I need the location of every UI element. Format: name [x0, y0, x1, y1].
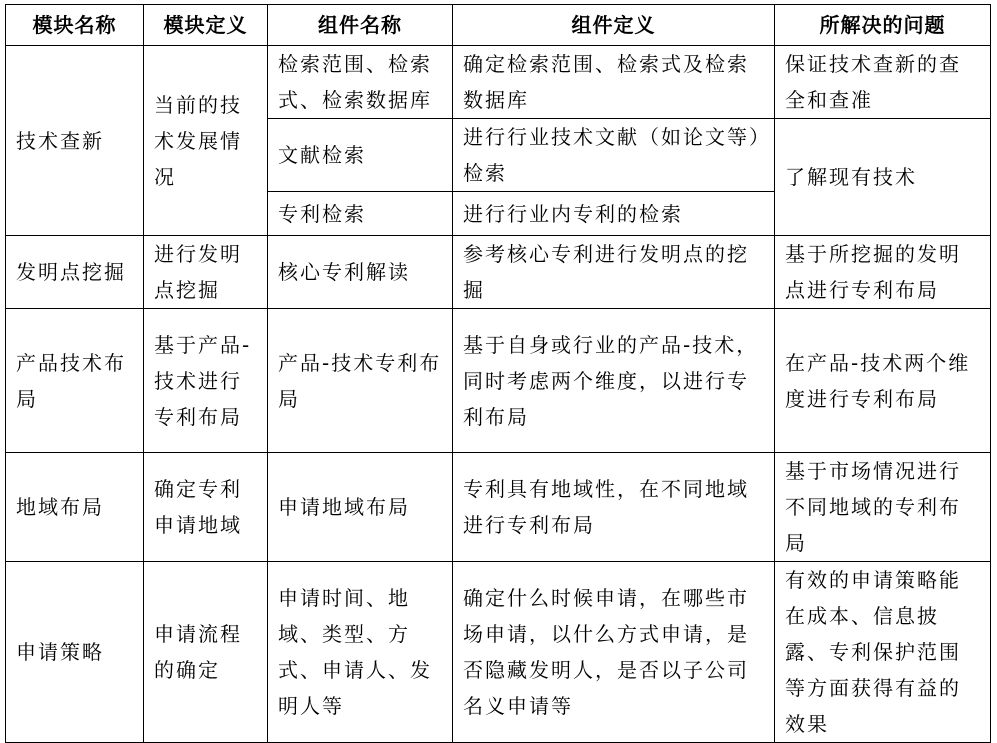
component-definition-cell: 确定什么时候申请，在哪些市场申请，以什么方式申请，是否隐藏发明人，是否以子公司名义申请等 — [453, 562, 775, 743]
header-row — [6, 5, 991, 46]
header-component-definition: 组件定义 — [453, 5, 775, 46]
problem-cell: 保证技术查新的查全和查准 — [775, 46, 991, 119]
table-row — [6, 236, 991, 309]
module-name-cell: 技术查新 — [6, 46, 144, 236]
problem-cell: 在产品-技术两个维度进行专利布局 — [775, 309, 991, 453]
problem-cell: 基于所挖掘的发明点进行专利布局 — [775, 236, 991, 309]
module-definition-cell: 申请流程的确定 — [144, 562, 268, 743]
header-component-name: 组件名称 — [268, 5, 453, 46]
problem-cell: 基于市场情况进行不同地域的专利布局 — [775, 453, 991, 562]
module-definition-cell: 当前的技术发展情况 — [144, 46, 268, 236]
patent-strategy-table — [5, 4, 991, 743]
component-name-cell: 产品-技术专利布局 — [268, 309, 453, 453]
header-problem-solved: 所解决的问题 — [775, 5, 991, 46]
table-row — [6, 46, 991, 119]
component-definition-cell: 确定检索范围、检索式及检索数据库 — [453, 46, 775, 119]
problem-cell: 有效的申请策略能在成本、信息披露、专利保护范围等方面获得有益的效果 — [775, 562, 991, 743]
component-definition-cell: 进行行业技术文献（如论文等）检索 — [453, 119, 775, 192]
module-definition-cell: 确定专利申请地域 — [144, 453, 268, 562]
module-name-cell: 产品技术布局 — [6, 309, 144, 453]
module-name-cell: 发明点挖掘 — [6, 236, 144, 309]
component-definition-cell: 进行行业内专利的检索 — [453, 192, 775, 236]
component-definition-cell: 基于自身或行业的产品-技术，同时考虑两个维度，以进行专利布局 — [453, 309, 775, 453]
module-name-cell: 地域布局 — [6, 453, 144, 562]
component-name-cell: 专利检索 — [268, 192, 453, 236]
component-name-cell: 文献检索 — [268, 119, 453, 192]
component-definition-cell: 参考核心专利进行发明点的挖掘 — [453, 236, 775, 309]
problem-cell: 了解现有技术 — [775, 119, 991, 236]
component-name-cell: 申请时间、地域、类型、方式、申请人、发明人等 — [268, 562, 453, 743]
table-row — [6, 453, 991, 562]
module-definition-cell: 进行发明点挖掘 — [144, 236, 268, 309]
module-name-cell: 申请策略 — [6, 562, 144, 743]
header-module-name: 模块名称 — [6, 5, 144, 46]
component-definition-cell: 专利具有地域性，在不同地域进行专利布局 — [453, 453, 775, 562]
component-name-cell: 检索范围、检索式、检索数据库 — [268, 46, 453, 119]
header-module-definition: 模块定义 — [144, 5, 268, 46]
table-row — [6, 562, 991, 743]
component-name-cell: 核心专利解读 — [268, 236, 453, 309]
table-row — [6, 309, 991, 453]
module-definition-cell: 基于产品-技术进行专利布局 — [144, 309, 268, 453]
component-name-cell: 申请地域布局 — [268, 453, 453, 562]
